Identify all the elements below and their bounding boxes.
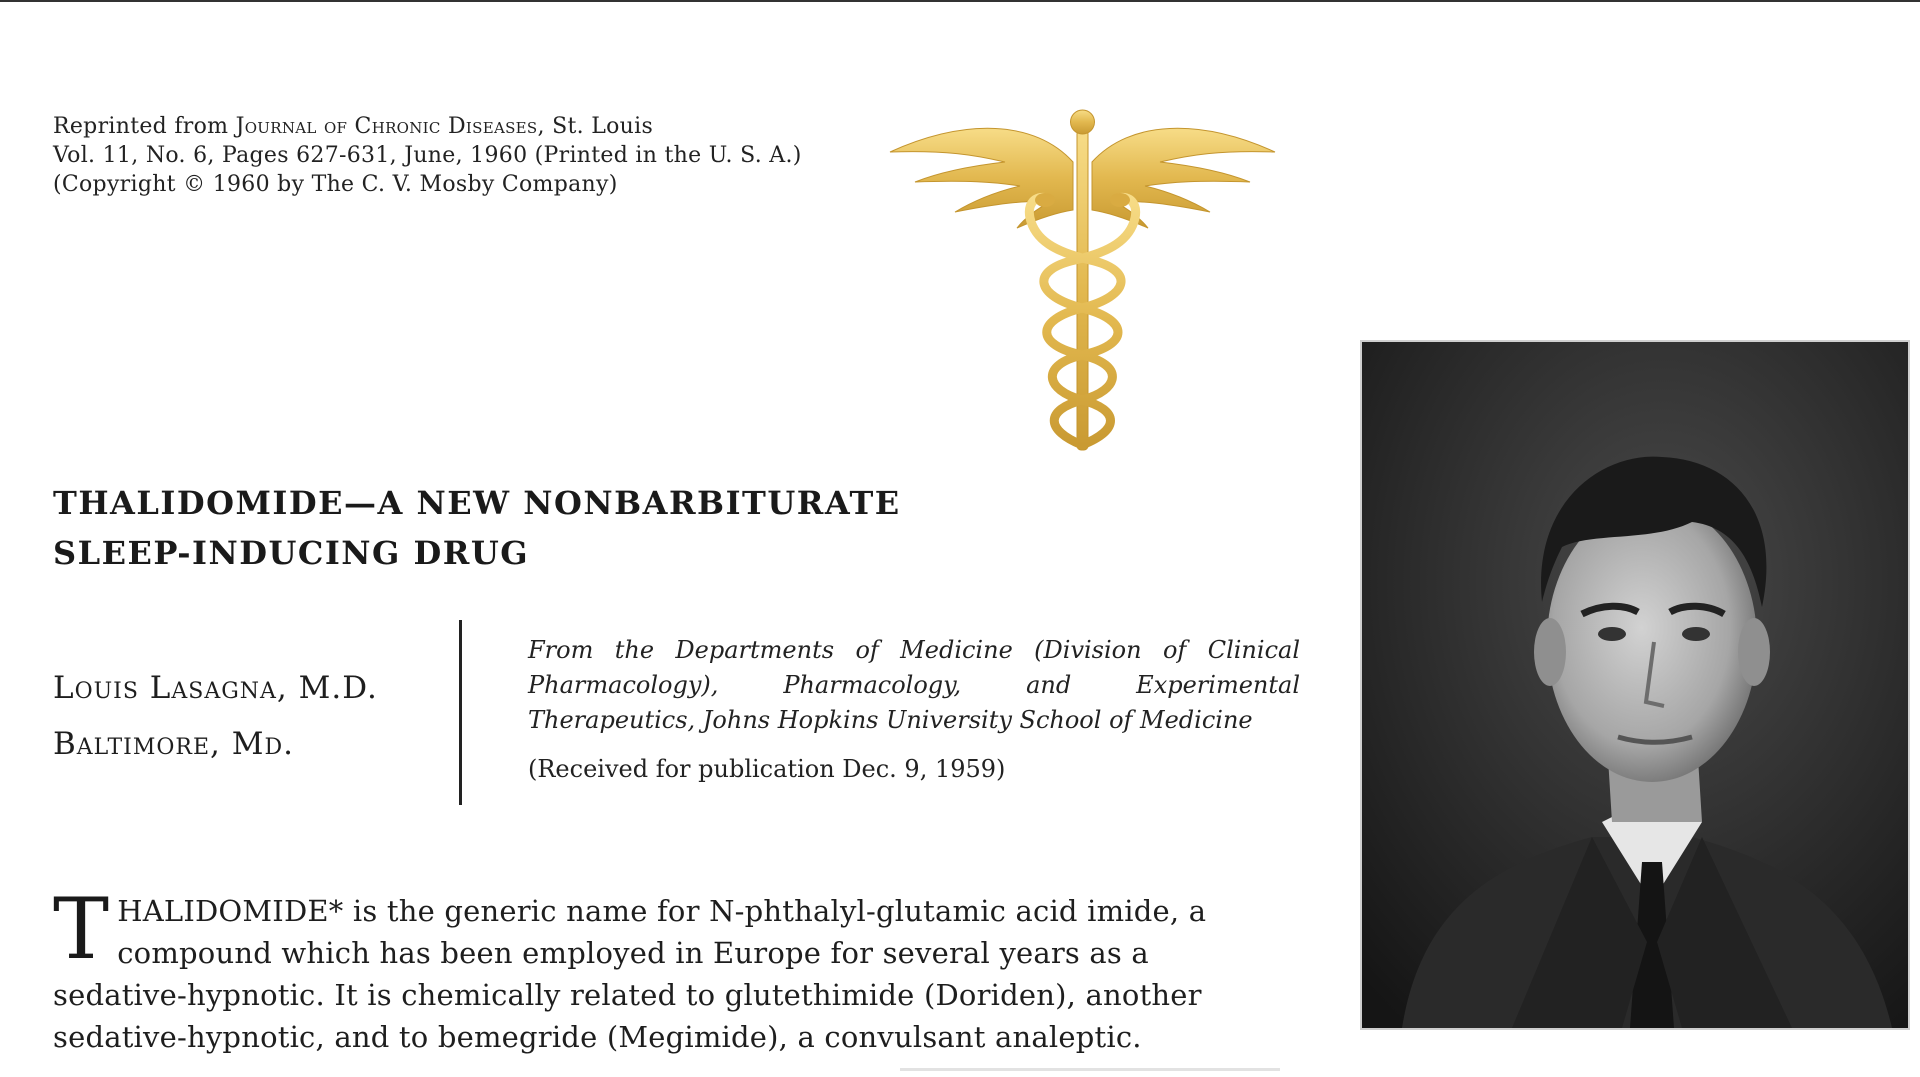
vertical-divider bbox=[459, 620, 462, 805]
title-line-1: THALIDOMIDE—A NEW NONBARBITURATE bbox=[53, 484, 901, 522]
citation-line-1: Reprinted from Journal of Chronic Diseases, St. Louis bbox=[53, 114, 654, 139]
portrait-image bbox=[1362, 342, 1908, 1028]
author-block bbox=[53, 660, 453, 772]
received-date: (Received for publication Dec. 9, 1959) bbox=[528, 755, 1006, 783]
article-title bbox=[53, 478, 933, 578]
journal-name: Journal of Chronic Diseases bbox=[235, 114, 538, 139]
citation-line-3: (Copyright © 1960 by The C. V. Mosby Company) bbox=[53, 172, 618, 197]
citation-block bbox=[53, 112, 893, 199]
author-name: Louis Lasagna, M.D. bbox=[53, 670, 378, 706]
caduceus-icon bbox=[885, 100, 1280, 460]
title-line-2: SLEEP-INDUCING DRUG bbox=[53, 534, 530, 572]
author-location: Baltimore, Md. bbox=[53, 726, 294, 762]
page-edge-mark bbox=[900, 1068, 1280, 1071]
body-line-3: sedative-hypnotic. It is chemically related to glutethimide (Doriden), another bbox=[53, 978, 1202, 1012]
body-paragraph bbox=[53, 880, 1298, 1058]
citation-line-2: Vol. 11, No. 6, Pages 627-631, June, 1960 (Printed in the U. S. A.) bbox=[53, 143, 802, 168]
portrait-photo bbox=[1360, 340, 1910, 1030]
body-line-2: compound which has been employed in Europe for several years as a bbox=[117, 936, 1149, 970]
body-line-4: sedative-hypnotic, and to bemegride (Megimide), a convulsant analeptic. bbox=[53, 1020, 1142, 1054]
drop-cap: T bbox=[53, 880, 110, 978]
body-line-1: HALIDOMIDE* is the generic name for N-phthalyl-glutamic acid imide, a bbox=[117, 894, 1207, 928]
affiliation-text: From the Departments of Medicine (Division of Clinical Pharmacology), Pharmacology, and Experimental Therapeutics, Johns Hopkins University School of Medicine bbox=[528, 636, 1300, 734]
top-rule bbox=[0, 0, 1920, 2]
